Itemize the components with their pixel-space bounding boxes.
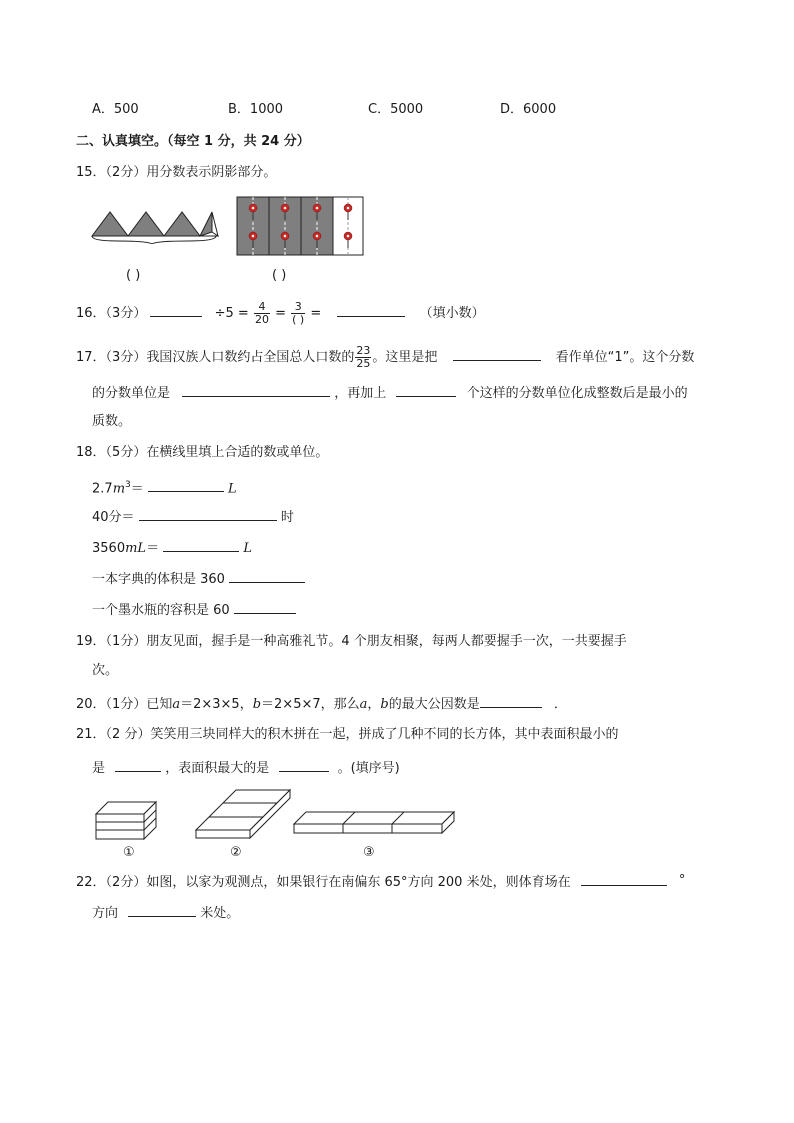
q17-fraction <box>355 345 371 370</box>
q17-text-3: 看作单位“1”。这个分数 <box>555 350 695 365</box>
q22-line-1 <box>76 871 685 893</box>
q19-line-1: 19．（1分）朋友见面，握手是一种高雅礼节。4 个朋友相聚，每两人都要握手一次，一共要握手 <box>76 634 627 649</box>
q21-block-figure-3 <box>292 808 456 838</box>
q17-line-1 <box>76 344 694 372</box>
q16-fraction-2 <box>291 301 305 326</box>
q16-frac1-num: 4 <box>254 301 270 314</box>
q20-var-a2: a <box>359 697 368 712</box>
q16-eq-2: = <box>310 306 322 321</box>
q17-blank-unit-one[interactable] <box>453 346 541 361</box>
section-2-title: 二、认真填空。（每空 1 分，共 24 分） <box>76 134 310 149</box>
q15-flower-rectangle-figure <box>236 196 364 256</box>
q16-fraction-1 <box>254 301 270 326</box>
q21-t1: 是 <box>92 761 106 776</box>
q18-blank-5[interactable] <box>234 599 296 614</box>
q18-r3-unit: mL <box>125 541 147 556</box>
q19-line-2: 次。 <box>92 663 119 678</box>
q15-answer-right[interactable]: ( ) <box>272 268 287 283</box>
q20-t3: ＝2×5×7，那么 <box>261 697 360 712</box>
q21-label-2: ② <box>230 845 242 860</box>
q20-t2: ＝2×3×5， <box>180 697 253 712</box>
q16-question <box>76 300 485 328</box>
q14-option-d: D．6000 <box>500 102 557 117</box>
q21-line-1: 21．（2 分）笑笑用三块同样大的积木拼在一起，拼成了几种不同的长方体，其中表面积最小的 <box>76 727 619 742</box>
q18-r1-num: 2.7 <box>92 481 113 497</box>
q20-t1: 20．（1分）已知 <box>76 697 173 712</box>
q14-option-a: A．500 <box>92 102 139 117</box>
q20-t5: 的最大公因数是 <box>388 697 480 712</box>
q16-frac2-num: 3 <box>291 301 305 314</box>
q20-question <box>76 693 567 715</box>
q20-var-a: a <box>172 697 181 712</box>
q22-t2: 方向 <box>92 906 119 921</box>
q18-title: 18．（5分）在横线里填上合适的数或单位。 <box>76 445 329 460</box>
q18-row-1 <box>92 475 237 499</box>
q18-blank-2[interactable] <box>139 506 277 521</box>
q18-r3-num: 3560 <box>92 541 126 556</box>
q17-text-4: 的分数单位是 <box>92 386 171 401</box>
q17-blank-count[interactable] <box>396 382 456 397</box>
q17-frac-num: 23 <box>356 344 371 357</box>
q18-row-3 <box>92 537 252 559</box>
q22-t3: 米处。 <box>200 906 240 921</box>
q16-frac1-den: 20 <box>254 313 269 326</box>
q18-r3-eq: ＝ <box>146 541 160 556</box>
q17-text-6: 个这样的分数单位化成整数后是最小的 <box>466 386 688 401</box>
q14-option-c: C．5000 <box>368 102 424 117</box>
q16-eq-1: = <box>275 306 286 321</box>
q21-blank-min[interactable] <box>115 757 161 772</box>
q22-blank-angle[interactable] <box>581 871 667 886</box>
q20-period: ． <box>553 697 567 712</box>
q17-line-3: 质数。 <box>92 414 132 429</box>
q17-text-2: 。这里是把 <box>372 350 438 365</box>
q22-line-2 <box>92 902 239 924</box>
q18-row-4 <box>92 568 305 590</box>
q16-blank-decimal[interactable] <box>337 302 405 317</box>
q15-answer-left[interactable]: ( ) <box>126 268 141 283</box>
q21-block-figure-2 <box>194 786 294 840</box>
q16-frac2-den[interactable]: ( ) <box>292 313 305 326</box>
q18-blank-1[interactable] <box>148 477 224 492</box>
q20-var-b2: b <box>380 697 389 712</box>
q20-var-b: b <box>252 697 262 712</box>
q18-r2-unit: 时 <box>280 510 294 525</box>
q14-option-b: B．1000 <box>228 102 284 117</box>
q16-blank-dividend[interactable] <box>150 302 202 317</box>
q22-blank-distance[interactable] <box>128 902 196 917</box>
q22-degree: ° <box>678 873 686 888</box>
q18-r2-text: 40分＝ <box>92 510 135 525</box>
q15-triangles-figure <box>88 208 228 244</box>
q21-t3: 。(填序号) <box>337 761 400 776</box>
q17-frac-den: 25 <box>356 357 371 370</box>
q18-blank-4[interactable] <box>229 568 305 583</box>
q18-r4-text: 一本字典的体积是 360 <box>92 572 225 587</box>
q22-t1: 22．（2分）如图，以家为观测点，如果银行在南偏东 65°方向 200 米处，则体育场在 <box>76 875 571 890</box>
q18-row-5 <box>92 599 296 621</box>
q17-blank-fraction-unit[interactable] <box>182 382 330 397</box>
q16-hint: （填小数） <box>419 306 485 321</box>
q17-line-2 <box>92 382 688 404</box>
q18-r1-exp: 3 <box>125 480 131 490</box>
q20-blank-gcd[interactable] <box>480 693 542 708</box>
q18-row-2 <box>92 506 294 528</box>
q17-text-5: ，再加上 <box>334 386 387 401</box>
q18-r1-unit-l: L <box>228 481 237 497</box>
q18-r1-eq: ＝ <box>130 481 144 497</box>
q21-blank-max[interactable] <box>279 757 329 772</box>
q18-r3-unit-l: L <box>243 541 252 556</box>
q18-blank-3[interactable] <box>163 537 239 552</box>
q18-r1-unit: m <box>112 481 126 497</box>
q21-block-figure-1 <box>94 800 158 840</box>
q21-label-1: ① <box>123 845 135 860</box>
q21-t2: ，表面积最大的是 <box>165 761 270 776</box>
q17-text-1: 17．（3分）我国汉族人口数约占全国总人口数的 <box>76 350 355 365</box>
q20-t4: ， <box>367 697 381 712</box>
q15-question: 15．（2分）用分数表示阴影部分。 <box>76 165 277 180</box>
q16-number: 16．（3分） <box>76 306 147 321</box>
q18-r5-text: 一个墨水瓶的容积是 60 <box>92 603 230 618</box>
q21-label-3: ③ <box>363 845 375 860</box>
q16-divide: ÷5 = <box>214 306 249 321</box>
q21-line-2 <box>92 757 400 779</box>
